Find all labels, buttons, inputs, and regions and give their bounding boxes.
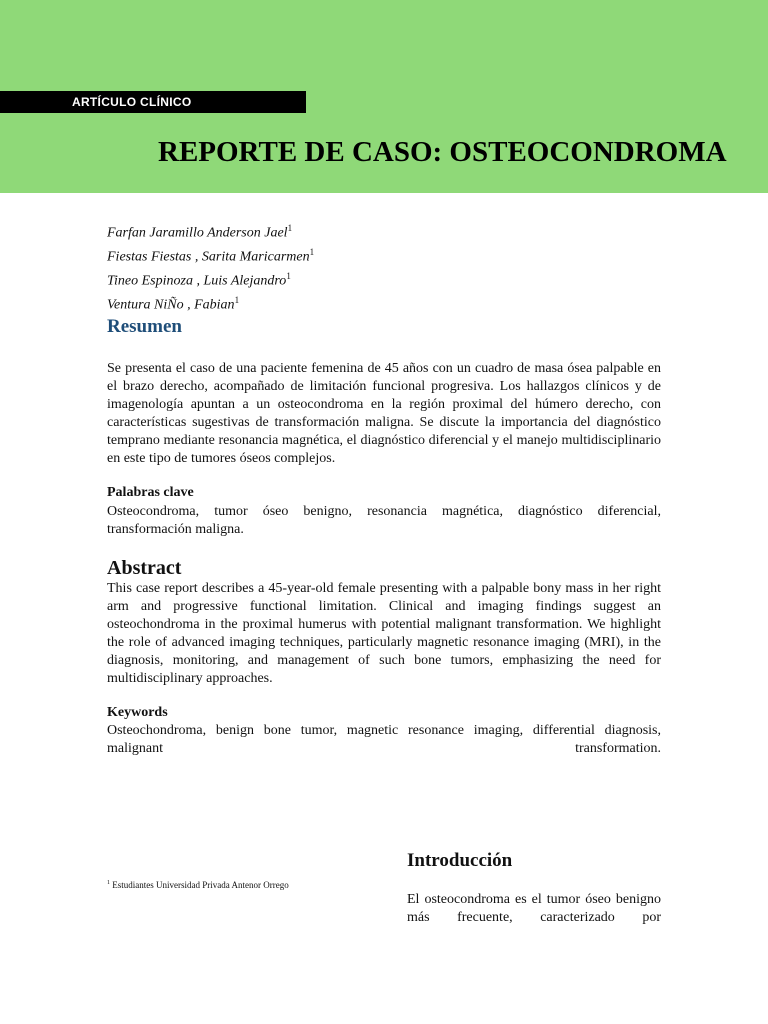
author-name: Farfan Jaramillo Anderson Jael (107, 225, 288, 241)
footnote-marker: 1 (107, 880, 110, 886)
author-name: Tineo Espinoza , Luis Alejandro (107, 273, 287, 289)
author (107, 219, 314, 243)
introduccion-heading: Introducción (407, 850, 513, 871)
keywords-text: Osteochondroma, benign bone tumor, magnetic resonance imaging, differential diagnosis, malignant transformation. (107, 723, 661, 756)
affiliation-marker: 1 (287, 223, 293, 233)
palabras-clave-text: Osteocondroma, tumor óseo benigno, resonancia magnética, diagnóstico diferencial, transformación maligna. (107, 504, 661, 537)
resumen-heading: Resumen (107, 316, 182, 337)
header-band (0, 0, 768, 193)
author-list (107, 219, 314, 316)
resumen-text: Se presenta el caso de una paciente femenina de 45 años con un cuadro de masa ósea palpable en el brazo derecho, acompañado de limitación funcional progresiva. Los hallazgos clínicos y de imagenología apuntan a un osteocondroma en la región proximal del húmero derecho, con características sugestivas de transformación maligna. Se discute la importancia del diagnóstico temprano mediante resonancia magnética, el diagnóstico diferencial y el manejo multidisciplinario en este tipo de tumores óseos complejos. (107, 361, 661, 466)
abstract-text: This case report describes a 45-year-old female presenting with a palpable bony mass in her right arm and progressive functional limitation. Clinical and imaging findings suggest an osteochondroma in the proximal humerus with potential malignant transformation. We highlight the role of advanced imaging techniques, particularly magnetic resonance imaging (MRI), in the diagnosis, monitoring, and management of such bone tumors, emphasizing the need for multidisciplinary approaches. (107, 581, 661, 686)
author (107, 291, 314, 315)
author (107, 243, 314, 267)
author-name: Ventura NiÑo , Fabian (107, 298, 235, 314)
affiliation-marker: 1 (309, 247, 315, 258)
abstract-heading: Abstract (107, 557, 182, 579)
keywords-heading: Keywords (107, 705, 168, 720)
article-title: REPORTE DE CASO: OSTEOCONDROMA (158, 136, 727, 168)
palabras-clave-heading: Palabras clave (107, 485, 194, 500)
affiliation-marker: 1 (234, 295, 240, 306)
author (107, 267, 314, 291)
author-name: Fiestas Fiestas , Sarita Maricarmen (107, 249, 310, 265)
introduccion-text: El osteocondroma es el tumor óseo benigno más frecuente, caracterizado por (407, 892, 661, 925)
footnote-text: Estudiantes Universidad Privada Antenor Orrego (112, 880, 289, 890)
affiliation-marker: 1 (286, 271, 291, 282)
section-tag: ARTÍCULO CLÍNICO (0, 91, 306, 113)
footnote (107, 880, 289, 890)
